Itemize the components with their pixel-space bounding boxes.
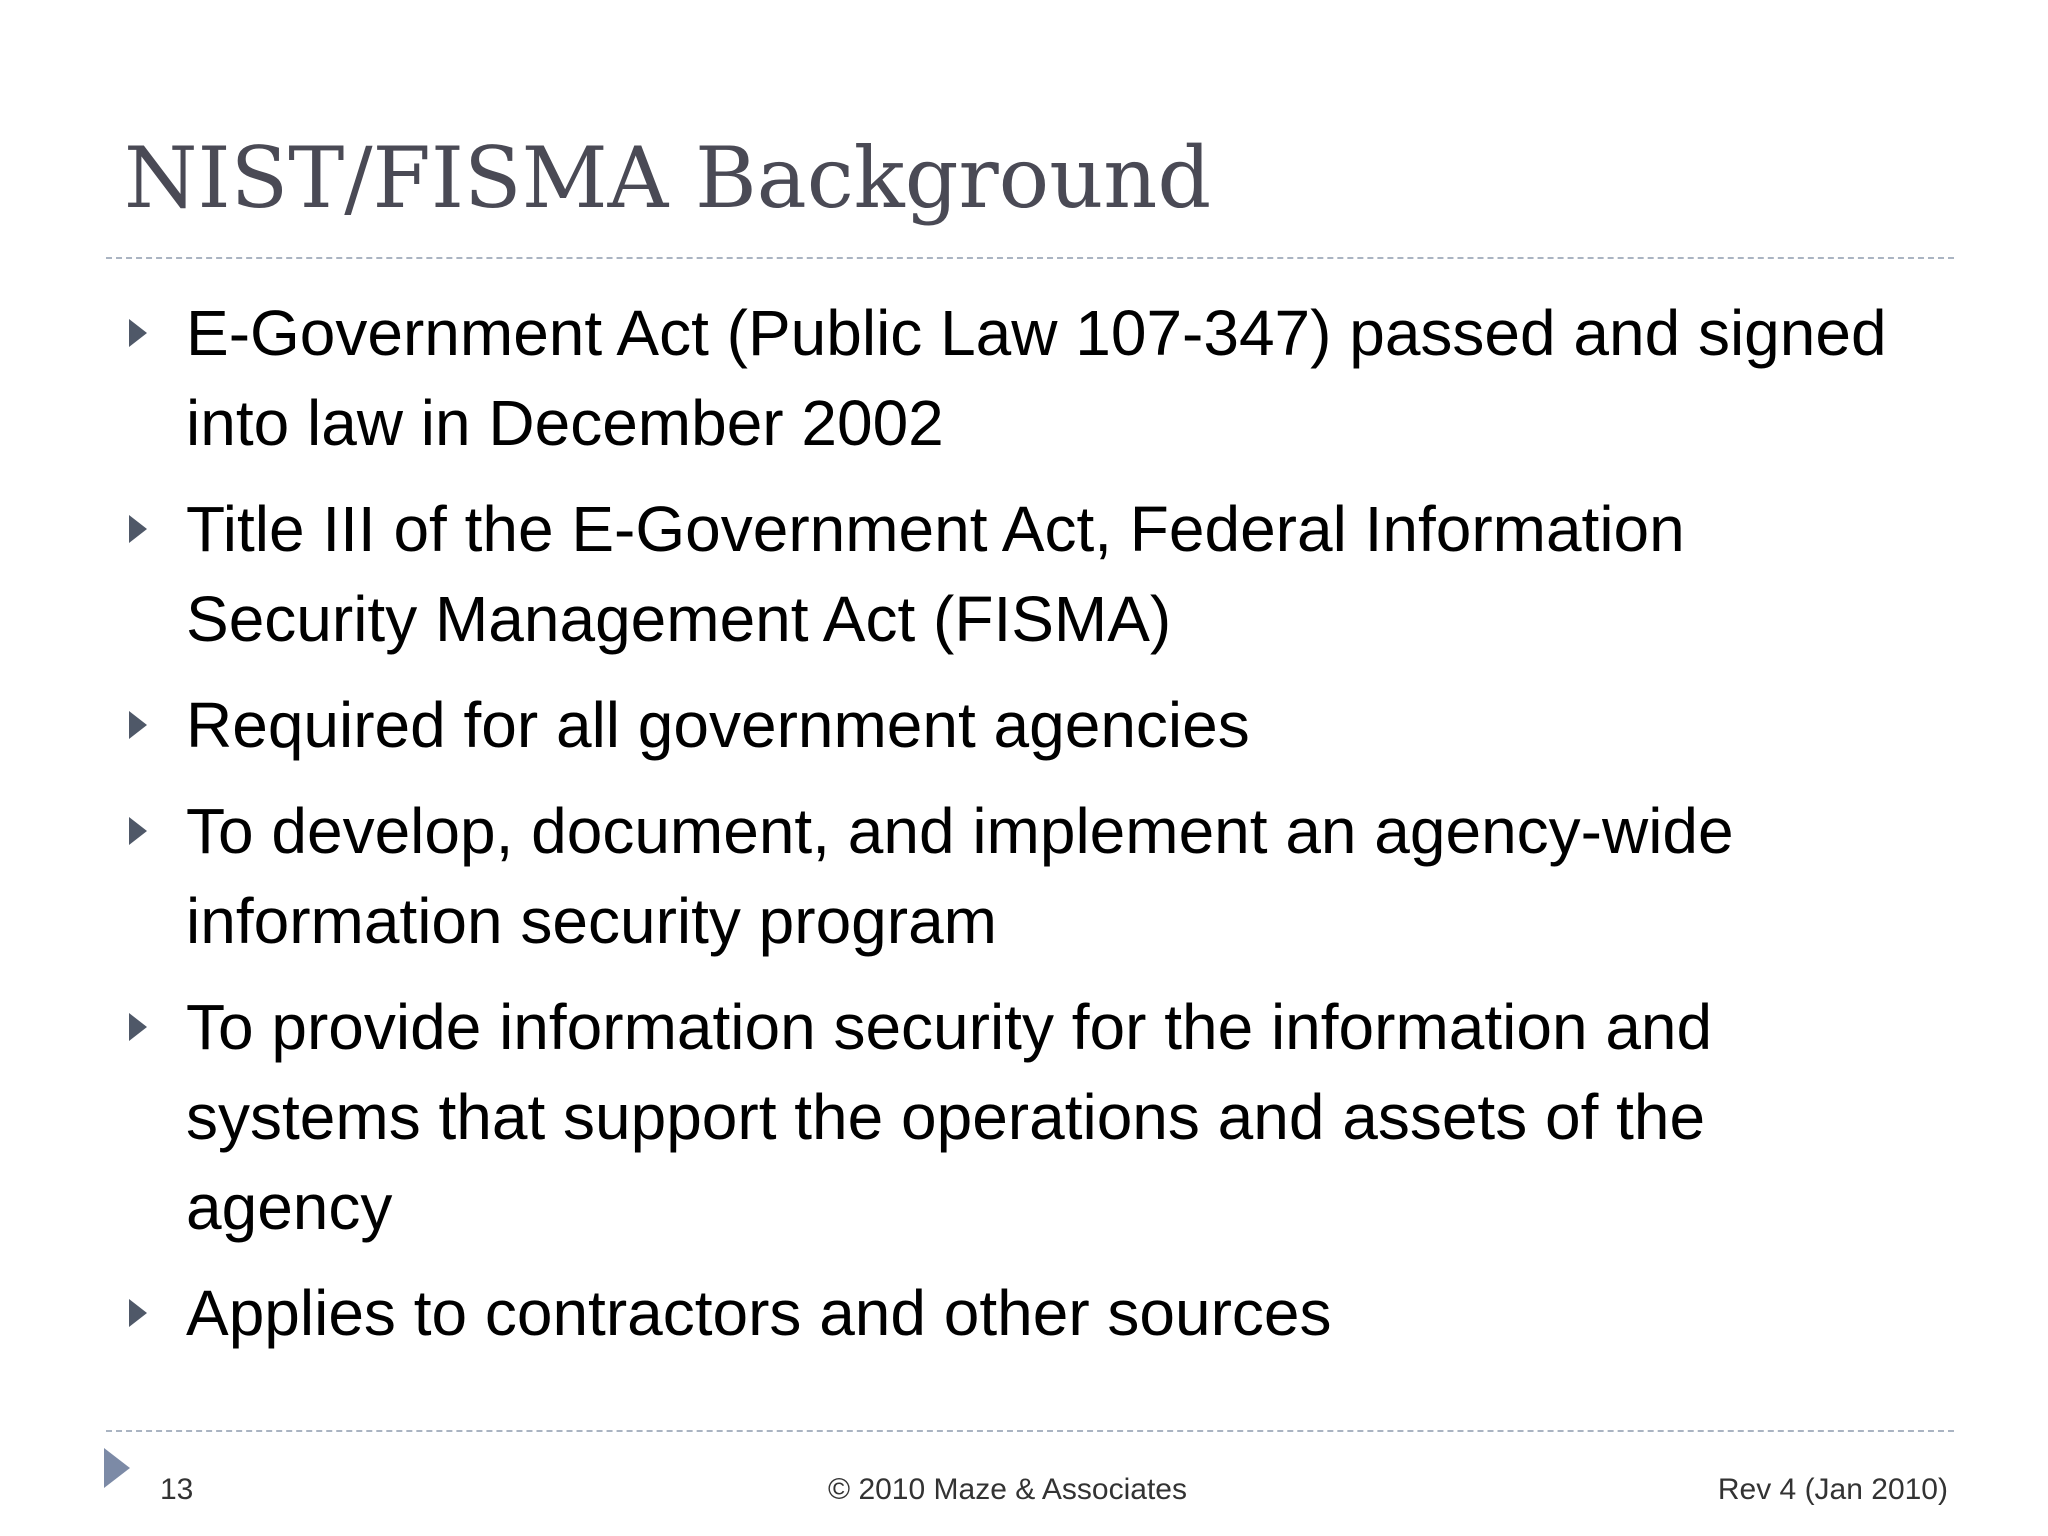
bullet-item — [126, 484, 1926, 664]
triangle-bullet-icon — [129, 319, 147, 347]
bullet-list — [126, 288, 1926, 1374]
bullet-text: E-Government Act (Public Law 107-347) passed and signed into law in December 2002 — [186, 297, 1887, 459]
bullet-text: Required for all government agencies — [186, 689, 1250, 761]
footer-copyright: © 2010 Maze & Associates — [828, 1473, 1187, 1506]
slide-number: 13 — [160, 1473, 194, 1506]
bullet-item — [126, 786, 1926, 966]
bullet-item — [126, 288, 1926, 468]
triangle-bullet-icon — [129, 1013, 147, 1041]
triangle-bullet-icon — [129, 711, 147, 739]
bullet-item — [126, 982, 1926, 1252]
footer-revision: Rev 4 (Jan 2010) — [1717, 1473, 1948, 1506]
title-divider — [106, 257, 1954, 259]
bullet-text: To develop, document, and implement an agency-wide information security program — [186, 795, 1734, 957]
footer-divider — [106, 1430, 1954, 1432]
triangle-bullet-icon — [129, 1299, 147, 1327]
bullet-text: To provide information security for the information and systems that support the operations and assets of the agency — [186, 991, 1713, 1243]
slide-title: NIST/FISMA Background — [124, 129, 1212, 227]
play-arrow-icon — [104, 1448, 130, 1488]
triangle-bullet-icon — [129, 817, 147, 845]
bullet-item — [126, 680, 1926, 770]
bullet-text: Title III of the E-Government Act, Federal Information Security Management Act (FISMA) — [186, 493, 1685, 655]
bullet-item — [126, 1268, 1926, 1358]
bullet-text: Applies to contractors and other sources — [186, 1277, 1332, 1349]
triangle-bullet-icon — [129, 515, 147, 543]
